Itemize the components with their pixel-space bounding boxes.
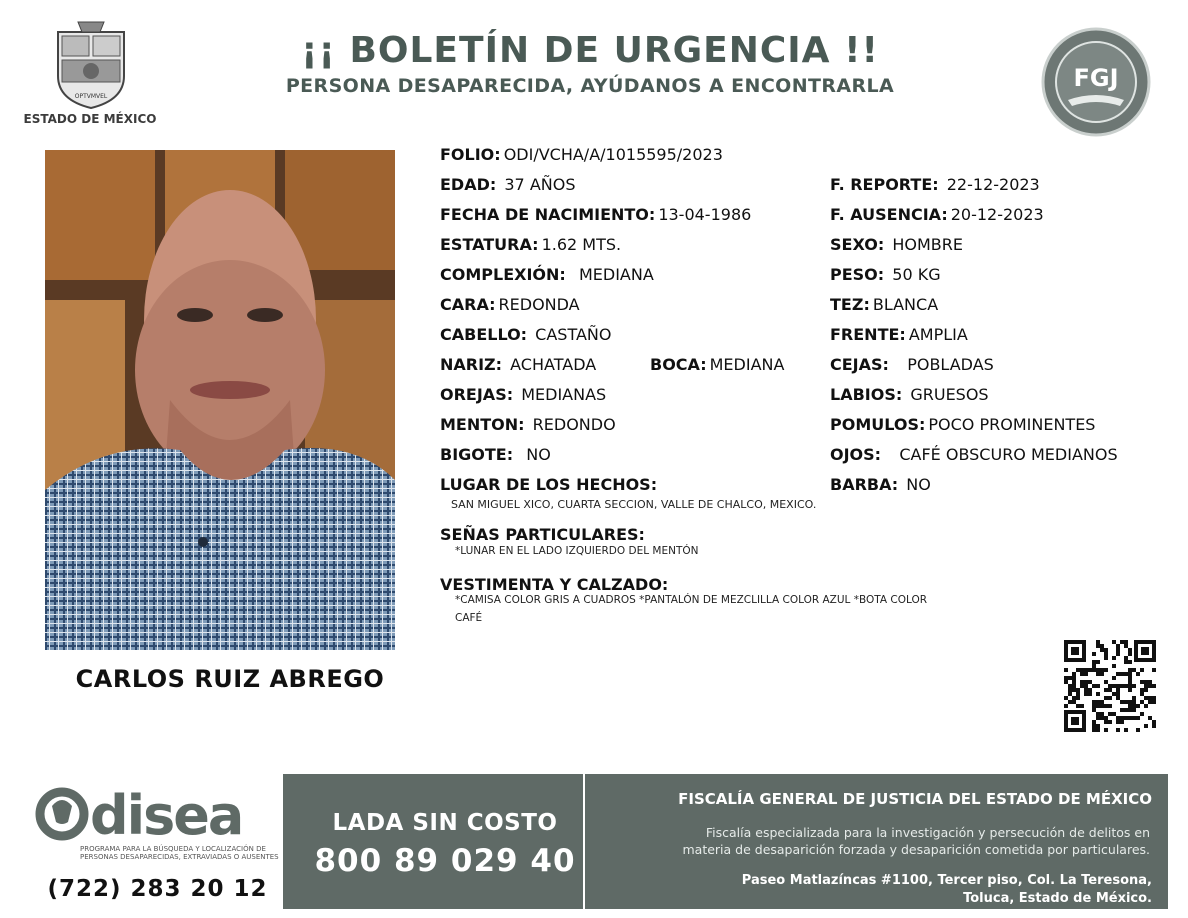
estado-de-mexico-caption: ESTADO DE MÉXICO [23, 112, 157, 126]
odisea-wordmark: disea [90, 784, 243, 844]
field-menton-label: MENTON: [440, 415, 525, 434]
field-complexion-value: MEDIANA [578, 265, 654, 284]
field-folio-label: FOLIO: [440, 145, 501, 164]
bulletin-title: ¡¡ BOLETÍN DE URGENCIA !! [301, 30, 879, 71]
field-boca [650, 355, 784, 374]
field-sexo-label: SEXO: [830, 235, 885, 254]
fiscalia-description [600, 824, 1150, 858]
field-frente [830, 325, 968, 344]
person-name: CARLOS RUIZ ABREGO [75, 665, 385, 693]
fgj-seal-text: FGJ [1073, 64, 1119, 92]
bulletin-subtitle: PERSONA DESAPARECIDA, AYÚDANOS A ENCONTRARLA [285, 75, 895, 97]
svg-text:OPTVMVEL: OPTVMVEL [74, 93, 108, 100]
field-boca-value: MEDIANA [709, 355, 785, 374]
field-f-ausencia [830, 205, 1044, 224]
field-cara [440, 295, 580, 314]
lada-number: 800 89 029 40 [314, 843, 576, 879]
field-cejas-label: CEJAS: [830, 355, 889, 374]
field-nariz-label: NARIZ: [440, 355, 503, 374]
field-lugar-label-text: LUGAR DE LOS HECHOS: [440, 475, 658, 494]
field-f-ausencia-label: F. AUSENCIA: [830, 205, 948, 224]
field-edad-label: EDAD: [440, 175, 497, 194]
field-fecha-nacimiento-value: 13-04-1986 [658, 205, 752, 224]
field-senas-label [440, 525, 648, 544]
field-sexo [830, 235, 963, 254]
field-cara-value: REDONDA [498, 295, 580, 314]
field-cejas-value: POBLADAS [907, 355, 994, 374]
fiscalia-address [600, 872, 1152, 908]
field-nariz-value: ACHATADA [510, 355, 597, 374]
field-edad-value: 37 AÑOS [504, 175, 576, 194]
field-pomulos-value: POCO PROMINENTES [928, 415, 1096, 434]
field-frente-label: FRENTE: [830, 325, 906, 344]
field-peso [830, 265, 941, 284]
field-senas-label-text: SEÑAS PARTICULARES: [440, 525, 645, 544]
person-photo [45, 150, 395, 650]
field-pomulos-label: POMULOS: [830, 415, 926, 434]
field-vestimenta-label [440, 575, 671, 594]
lada-label: LADA SIN COSTO [332, 810, 558, 836]
field-tez-label: TEZ: [830, 295, 870, 314]
field-peso-label: PESO: [830, 265, 885, 284]
field-pomulos [830, 415, 1095, 434]
fiscalia-address-line-1: Paseo Matlazíncas #1100, Tercer piso, Col. La Teresona, [741, 873, 1152, 888]
field-fecha-nacimiento-label: FECHA DE NACIMIENTO: [440, 205, 656, 224]
field-sexo-value: HOMBRE [892, 235, 963, 254]
field-tez [830, 295, 938, 314]
fiscalia-description-line-2: materia de desaparición forzada y desaparición cometida por particulares. [682, 842, 1150, 857]
field-estatura-label: ESTATURA: [440, 235, 539, 254]
field-f-reporte-label: F. REPORTE: [830, 175, 939, 194]
field-barba-label: BARBA: [830, 475, 899, 494]
field-tez-value: BLANCA [872, 295, 939, 314]
field-fecha-nacimiento [440, 205, 751, 224]
field-labios-label: LABIOS: [830, 385, 903, 404]
field-lugar-label [440, 475, 660, 494]
qr-code[interactable] [1062, 638, 1158, 734]
field-orejas-label: OREJAS: [440, 385, 514, 404]
field-f-reporte-value: 22-12-2023 [946, 175, 1040, 194]
odisea-caption: PROGRAMA PARA LA BÚSQUEDA Y LOCALIZACIÓN DE PERSONAS DESAPARECIDAS, EXTRAVIADAS O AUSENTES [80, 845, 279, 861]
field-bigote [440, 445, 551, 464]
fgj-seal [1040, 26, 1152, 138]
fiscalia-description-line-1: Fiscalía especializada para la investigación y persecución de delitos en [705, 825, 1150, 840]
field-cabello [440, 325, 611, 344]
field-edad [440, 175, 575, 194]
fiscalia-title: FISCALÍA GENERAL DE JUSTICIA DEL ESTADO DE MÉXICO [678, 790, 1152, 808]
field-f-ausencia-value: 20-12-2023 [950, 205, 1044, 224]
field-vestimenta-value-2: CAFÉ [455, 612, 483, 624]
field-vestimenta-value-1: *CAMISA COLOR GRIS A CUADROS *PANTALÓN DE MEZCLILLA COLOR AZUL *BOTA COLOR [455, 594, 928, 606]
field-estatura-value: 1.62 MTS. [541, 235, 622, 254]
field-estatura [440, 235, 621, 254]
field-bigote-value: NO [526, 445, 551, 464]
estado-de-mexico-coat-of-arms [48, 18, 134, 110]
field-senas-value: *LUNAR EN EL LADO IZQUIERDO DEL MENTÓN [455, 545, 699, 557]
field-labios-value: GRUESOS [910, 385, 989, 404]
field-orejas-value: MEDIANAS [521, 385, 607, 404]
field-menton-value: REDONDO [532, 415, 616, 434]
field-lugar-value: SAN MIGUEL XICO, CUARTA SECCION, VALLE DE CHALCO, MEXICO. [451, 498, 817, 511]
field-barba-value: NO [906, 475, 931, 494]
field-f-reporte [830, 175, 1040, 194]
field-cabello-value: CASTAÑO [535, 325, 612, 344]
footer-divider [583, 774, 585, 909]
field-bigote-label: BIGOTE: [440, 445, 514, 464]
odisea-phone: (722) 283 20 12 [47, 876, 268, 902]
field-boca-label: BOCA: [650, 355, 707, 374]
field-cejas [830, 355, 994, 374]
field-orejas [440, 385, 606, 404]
field-barba [830, 475, 931, 494]
field-vestimenta-label-text: VESTIMENTA Y CALZADO: [440, 575, 669, 594]
field-frente-value: AMPLIA [908, 325, 968, 344]
field-cabello-label: CABELLO: [440, 325, 528, 344]
fiscalia-address-line-2: Toluca, Estado de México. [963, 891, 1152, 906]
field-folio [440, 145, 723, 164]
field-ojos-label: OJOS: [830, 445, 882, 464]
field-complexion-label: COMPLEXIÓN: [440, 265, 566, 284]
field-nariz [440, 355, 596, 374]
field-peso-value: 50 KG [892, 265, 941, 284]
field-complexion [440, 265, 654, 284]
field-menton [440, 415, 616, 434]
field-folio-value: ODI/VCHA/A/1015595/2023 [503, 145, 723, 164]
field-cara-label: CARA: [440, 295, 496, 314]
field-ojos [830, 445, 1118, 464]
field-ojos-value: CAFÉ OBSCURO MEDIANOS [899, 445, 1118, 464]
field-labios [830, 385, 989, 404]
